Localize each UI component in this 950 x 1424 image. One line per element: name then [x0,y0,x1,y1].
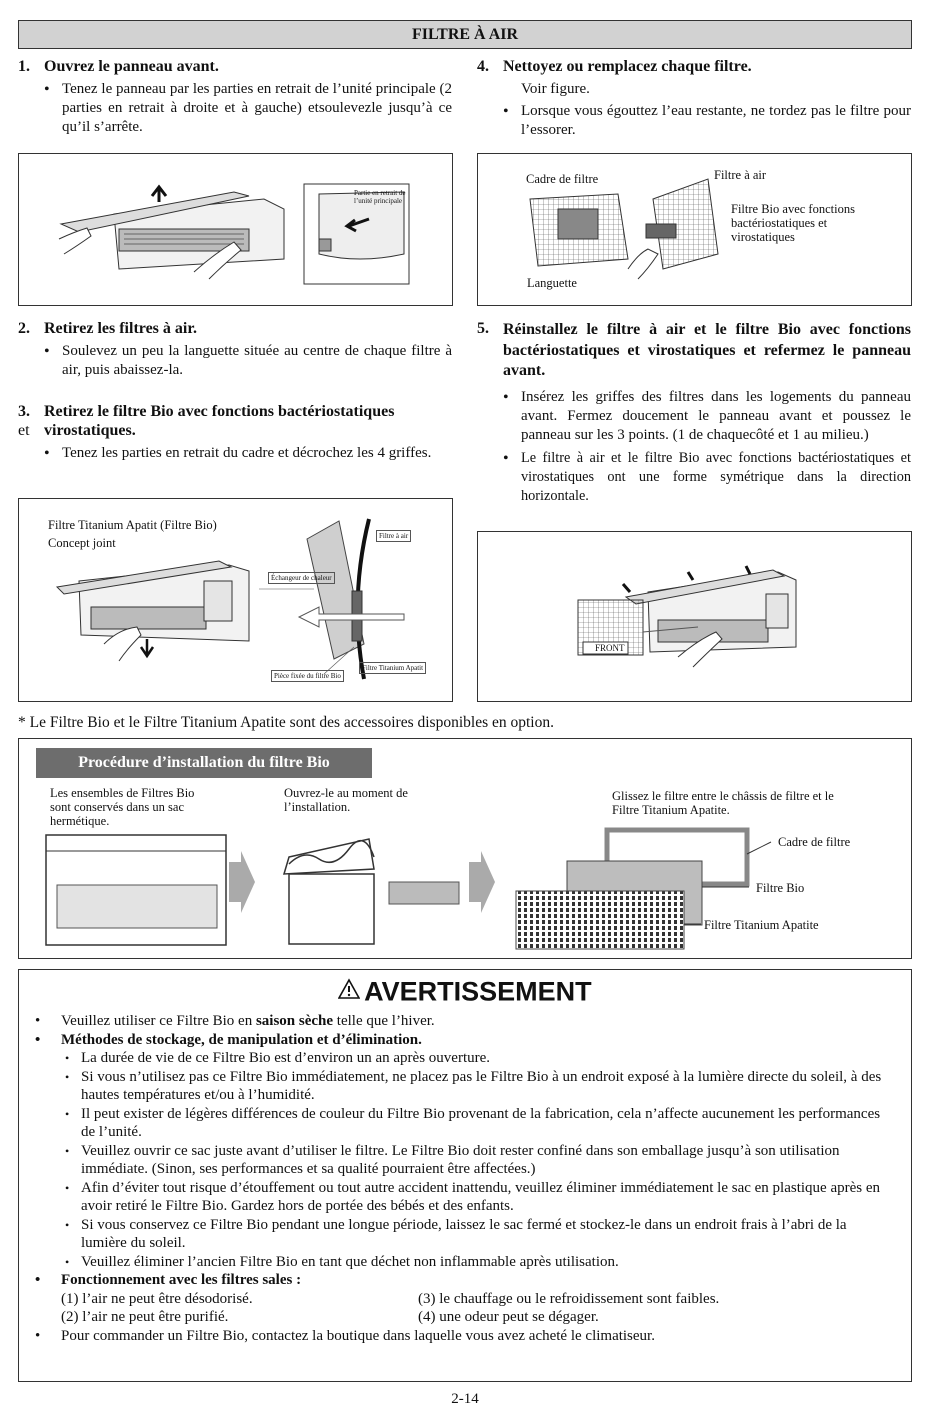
warning-item: • Pour commander un Filtre Bio, contactez la boutique dans laquelle vous avez acheté le climatiseur. [19,1327,895,1346]
step-bullet: • Insérez les griffes des filtres dans les logements du panneau avant. Fermez doucement le panneau avant et poussez le panneau sur les 3 points. (1 de chaquecôté et 1 au milieu.) [499,388,911,445]
dirty-filter-grid [19,1290,895,1327]
warning-item: • Fonctionnement avec les filtres sales : [19,1271,895,1290]
warning-subitem: • Afin d’éviter tout risque d’étouffement ou tout autre accident inattendu, veuillez éliminer immédiatement le sac en plastique après en avoir retiré le Filtre Bio. Gardez hors de portée des bébés et des enfants. [19,1179,895,1216]
warning-triangle-icon [338,978,360,1006]
step-4 [477,58,911,140]
figure-title-2: Concept joint [48,536,116,550]
grid-cell: (2) l’air ne peut être purifié. [61,1309,229,1325]
step-line: Voir figure. [521,81,590,97]
label-air-filter: Filtre à air [714,168,767,182]
warning-subitem: • Si vous n’utilisez pas ce Filtre Bio immédiatement, ne placez pas le Filtre Bio à un endroit exposé à la lumière directe du soleil, à des hautes températures et/ou à l’humidité. [19,1068,895,1105]
warning-subitem: • Veuillez éliminer l’ancien Filtre Bio en tant que déchet non inflammable après utilisation. [19,1253,895,1272]
step-bullet: • Lorsque vous égouttez l’eau restante, ne tordez pas le filtre pour l’essorer. [499,102,911,140]
label-frame: Cadre de filtre [526,172,599,186]
step-5 [477,320,911,506]
procedure-step-1: Les ensembles de Filtres Bio sont conservés dans un sac hermétique. [50,786,195,828]
step-1 [18,58,452,137]
figure-title-1: Filtre Titanium Apatit (Filtre Bio) [48,518,217,532]
figure-reinstall [477,531,912,702]
step-number: 4. [477,58,489,75]
label-tab: Languette [527,276,577,290]
step-heading: Nettoyez ou remplacez chaque filtre. [503,58,752,75]
warning-box [18,969,912,1382]
step-bullet: • Soulevez un peu la languette située au centre de chaque filtre à air, puis abaissez-la. [40,342,452,380]
step-heading: Réinstallez le filtre à air et le filtre Bio avec fonctions bactériostatiques et virostatiques et refermez le panneau avant. [503,321,911,379]
warning-subitem: • Si vous conservez ce Filtre Bio pendant une longue période, laissez le sac fermé et stockez-le dans un endroit frais à l’abri de la lumière du soleil. [19,1216,895,1253]
label-bio-filter: Filtre Bio avec fonctions bactériostatiques et virostatiques [731,202,855,244]
step-number: 1. [18,58,30,75]
figure-clean-filter [477,153,912,306]
warning-item: • Méthodes de stockage, de manipulation et d’élimination. [19,1031,895,1050]
label-air-filter: Filtre à air [376,530,411,542]
ac-unit-illustration [19,154,452,305]
step-heading-et: et [18,422,30,439]
label-bio: Filtre Bio [756,881,805,895]
procedure-step-2: Ouvrez-le au moment de l’installation. [284,786,408,814]
step-3 [18,403,452,463]
procedure-step-3: Glissez le filtre entre le châssis de filtre et le Filtre Titanium Apatite. [612,789,834,817]
footnote: * Le Filtre Bio et le Filtre Titanium Apatite sont des accessoires disponibles en option. [18,714,554,731]
warning-text: telle que l’hiver. [333,1013,435,1029]
step-bullet: • Tenez les parties en retrait du cadre et décrochez les 4 griffes. [40,444,452,463]
step-number: 3. [18,403,30,420]
warning-title: AVERTISSEMENT [364,976,592,1007]
step-bullet: • Le filtre à air et le filtre Bio avec fonctions bactériostatiques et virostatiques ont une forme symétrique dans la direction horizontale. [499,449,911,506]
step-number: 5. [477,320,489,337]
label-frame: Cadre de filtre [778,835,851,849]
warning-subitem: • Il peut exister de légères différences de couleur du Filtre Bio provenant de la fabrication, cela n’affecte aucunement les performances de l’unité. [19,1105,895,1142]
step-heading: Ouvrez le panneau avant. [44,58,219,75]
step-heading: Retirez le filtre Bio avec fonctions bactériostatiques [44,403,395,420]
step-bullet: • Tenez le panneau par les parties en retrait de l’unité principale (2 parties en retrait à droite et à gauche) etsoulevezle jusqu’à ce qu’il s’arrête. [40,80,452,137]
figure-remove-bio [18,498,453,702]
step-number: 2. [18,320,30,337]
label-titanium: Filtre Titanium Apatit [359,662,426,674]
step-2 [18,320,452,380]
grid-cell: (1) l’air ne peut être désodorisé. [61,1290,253,1307]
warning-subitem: • Veuillez ouvrir ce sac juste avant d’utiliser le filtre. Le Filtre Bio doit rester confiné dans son emballage jusqu’à son utilisation immédiate. (Sinon, ses performances et sa qualité pourraient être affectées.) [19,1142,895,1179]
warning-header [19,978,911,1012]
grid-cell: (3) le chauffage ou le refroidissement sont faibles. [418,1290,720,1307]
page-title: FILTRE À AIR [18,20,912,49]
procedure-heading: Procédure d’installation du filtre Bio [36,748,372,778]
grid-cell: (4) une odeur peut se dégager. [418,1309,599,1325]
step-heading: Retirez les filtres à air. [44,320,197,337]
figure-label: Partie en retrait de l’unité principale [354,189,406,205]
procedure-box [18,738,912,959]
label-front: FRONT [595,643,625,653]
figure-open-panel [18,153,453,306]
label-exchanger: Échangeur de chaleur [268,572,335,584]
warning-item [19,1012,895,1031]
step-heading-rest: virostatiques. [44,422,136,439]
label-titanium: Filtre Titanium Apatite [704,918,819,932]
warning-emphasis: saison sèche [255,1013,334,1029]
warning-subitem: • La durée de vie de ce Filtre Bio est d’environ un an après ouverture. [19,1049,895,1068]
page-number: 2-14 [451,1391,479,1407]
warning-text: Veuillez utiliser ce Filtre Bio en [61,1013,256,1029]
label-fixed-piece: Pièce fixée du filtre Bio [271,670,344,682]
reinstall-illustration [478,532,911,701]
